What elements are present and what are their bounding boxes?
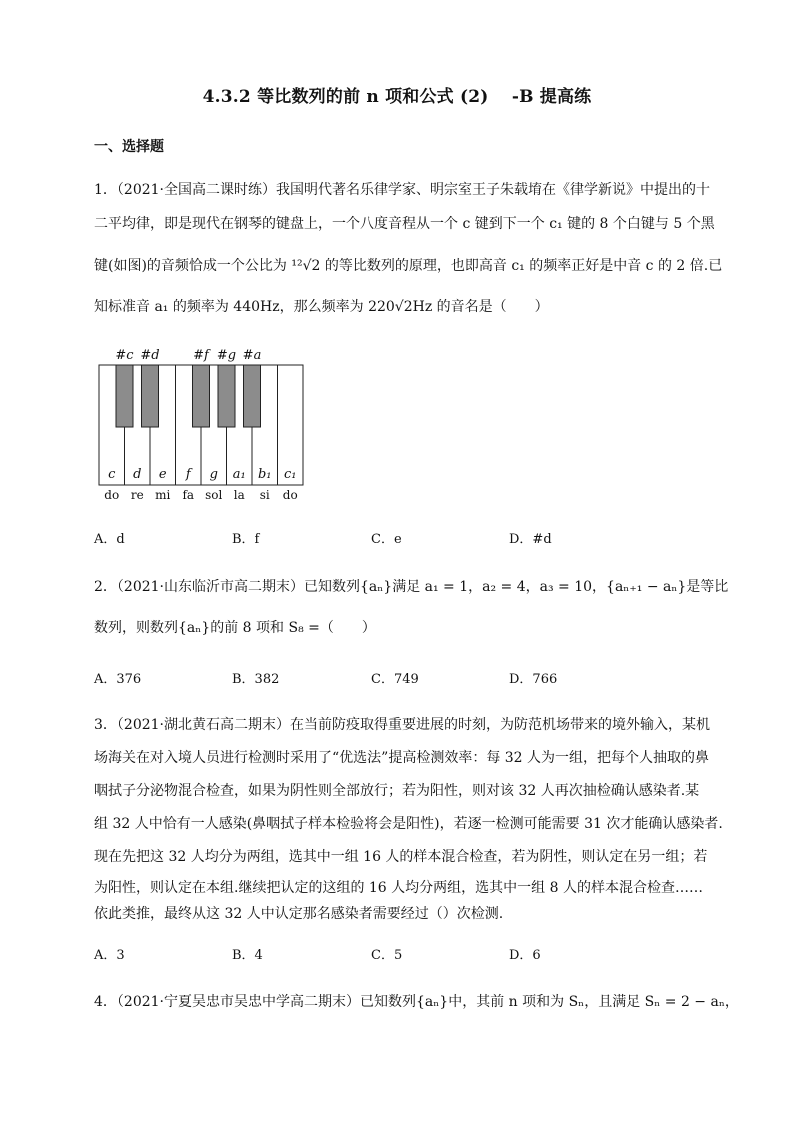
solfege-label: do <box>104 488 120 502</box>
q2-option-d[interactable]: D．766 <box>509 672 558 687</box>
q1-option-d[interactable]: D．#d <box>509 532 552 547</box>
section-heading: 一、选择题 <box>94 139 164 155</box>
black-key <box>218 365 235 427</box>
q1-line-1: 1．（2021·全国高二课时练）我国明代著名乐律学家、明宗室王子朱载堉在《律学新说》中提出的十 <box>94 182 710 198</box>
piano-keyboard-figure <box>98 345 304 505</box>
black-key <box>142 365 159 427</box>
q1-option-b[interactable]: B．f <box>232 532 260 547</box>
white-key-label: a₁ <box>232 467 246 482</box>
q3-option-a[interactable]: A．3 <box>94 948 125 963</box>
black-key-label: #c <box>115 348 134 363</box>
q3-option-c[interactable]: C．5 <box>371 948 403 963</box>
solfege-label: si <box>259 488 270 502</box>
q1-line-3: 键(如图)的音频恰成一个公比为 ¹²√2 的等比数列的原理，也即高音 c₁ 的频率正好是中音 c 的 2 倍.已 <box>94 258 723 274</box>
q2-option-c[interactable]: C．749 <box>371 672 419 687</box>
q3-option-b[interactable]: B．4 <box>232 948 263 963</box>
q3-line-1: 3．（2021·湖北黄石高二期末）在当前防疫取得重要进展的时刻，为防范机场带来的境外输入，某机 <box>94 717 710 733</box>
white-key-label: e <box>158 467 167 482</box>
page-title: 4.3.2 等比数列的前 n 项和公式 (2) -B 提高练 <box>202 87 592 107</box>
q3-line-7: 依此类推，最终从这 32 人中认定那名感染者需要经过（）次检测. <box>94 906 504 922</box>
black-key <box>116 365 133 427</box>
black-key-label: #d <box>140 348 160 363</box>
q3-line-3: 咽拭子分泌物混合检查，如果为阴性则全部放行；若为阳性，则对该 32 人再次抽检确认感染者.某 <box>94 783 700 799</box>
black-key-label: #a <box>242 348 262 363</box>
white-key-label: c₁ <box>284 467 297 482</box>
black-key <box>193 365 210 427</box>
solfege-label: fa <box>182 488 195 502</box>
solfege-label: la <box>233 488 245 502</box>
q3-option-d[interactable]: D．6 <box>509 948 541 963</box>
q1-line-4: 知标准音 a₁ 的频率为 440Hz，那么频率为 220√2Hz 的音名是（ ） <box>94 299 549 315</box>
q3-line-6: 为阳性，则认定在本组.继续把认定的这组的 16 人均分两组，选其中一组 8 人的样本混合检查…… <box>94 880 703 896</box>
white-key-label: d <box>133 467 142 482</box>
solfege-label: do <box>282 488 298 502</box>
white-key-label: b₁ <box>257 467 272 482</box>
solfege-label: re <box>130 488 144 502</box>
q1-option-a[interactable]: A．d <box>94 532 125 547</box>
q2-line-1: 2．（2021·山东临沂市高二期末）已知数列{aₙ}满足 a₁ = 1，a₂ = 4，a₃ = 10，{aₙ₊₁ − aₙ}是等比 <box>94 579 729 595</box>
solfege-label: mi <box>155 488 171 502</box>
white-key-label: g <box>209 467 218 482</box>
q3-line-2: 场海关在对入境人员进行检测时采用了“优选法”提高检测效率：每 32 人为一组，把每个人抽取的鼻 <box>94 750 710 766</box>
q1-line-2: 二平均律，即是现代在钢琴的键盘上，一个八度音程从一个 c 键到下一个 c₁ 键的 8 个白键与 5 个黑 <box>94 216 715 232</box>
q4-line-1: 4．（2021·宁夏吴忠市吴忠中学高二期末）已知数列{aₙ}中，其前 n 项和为 Sₙ，且满足 Sₙ = 2 − aₙ， <box>94 994 739 1010</box>
black-key <box>244 365 261 427</box>
q3-line-4: 组 32 人中恰有一人感染(鼻咽拭子样本检验将会是阳性)，若逐一检测可能需要 31 次才能确认感染者. <box>94 816 723 832</box>
q2-line-2: 数列，则数列{aₙ}的前 8 项和 S₈ =（ ） <box>94 620 376 636</box>
q3-line-5: 现在先把这 32 人均分为两组，选其中一组 16 人的样本混合检查，若为阴性，则认定在另一组；若 <box>94 849 708 865</box>
white-key-label: f <box>185 467 191 482</box>
q2-option-b[interactable]: B．382 <box>232 672 280 687</box>
black-key-label: #g <box>216 348 237 363</box>
q1-option-c[interactable]: C．e <box>371 532 402 547</box>
white-key-label: c <box>108 467 116 482</box>
solfege-label: sol <box>205 488 223 502</box>
q2-option-a[interactable]: A．376 <box>94 672 142 687</box>
black-key-label: #f <box>193 348 209 363</box>
